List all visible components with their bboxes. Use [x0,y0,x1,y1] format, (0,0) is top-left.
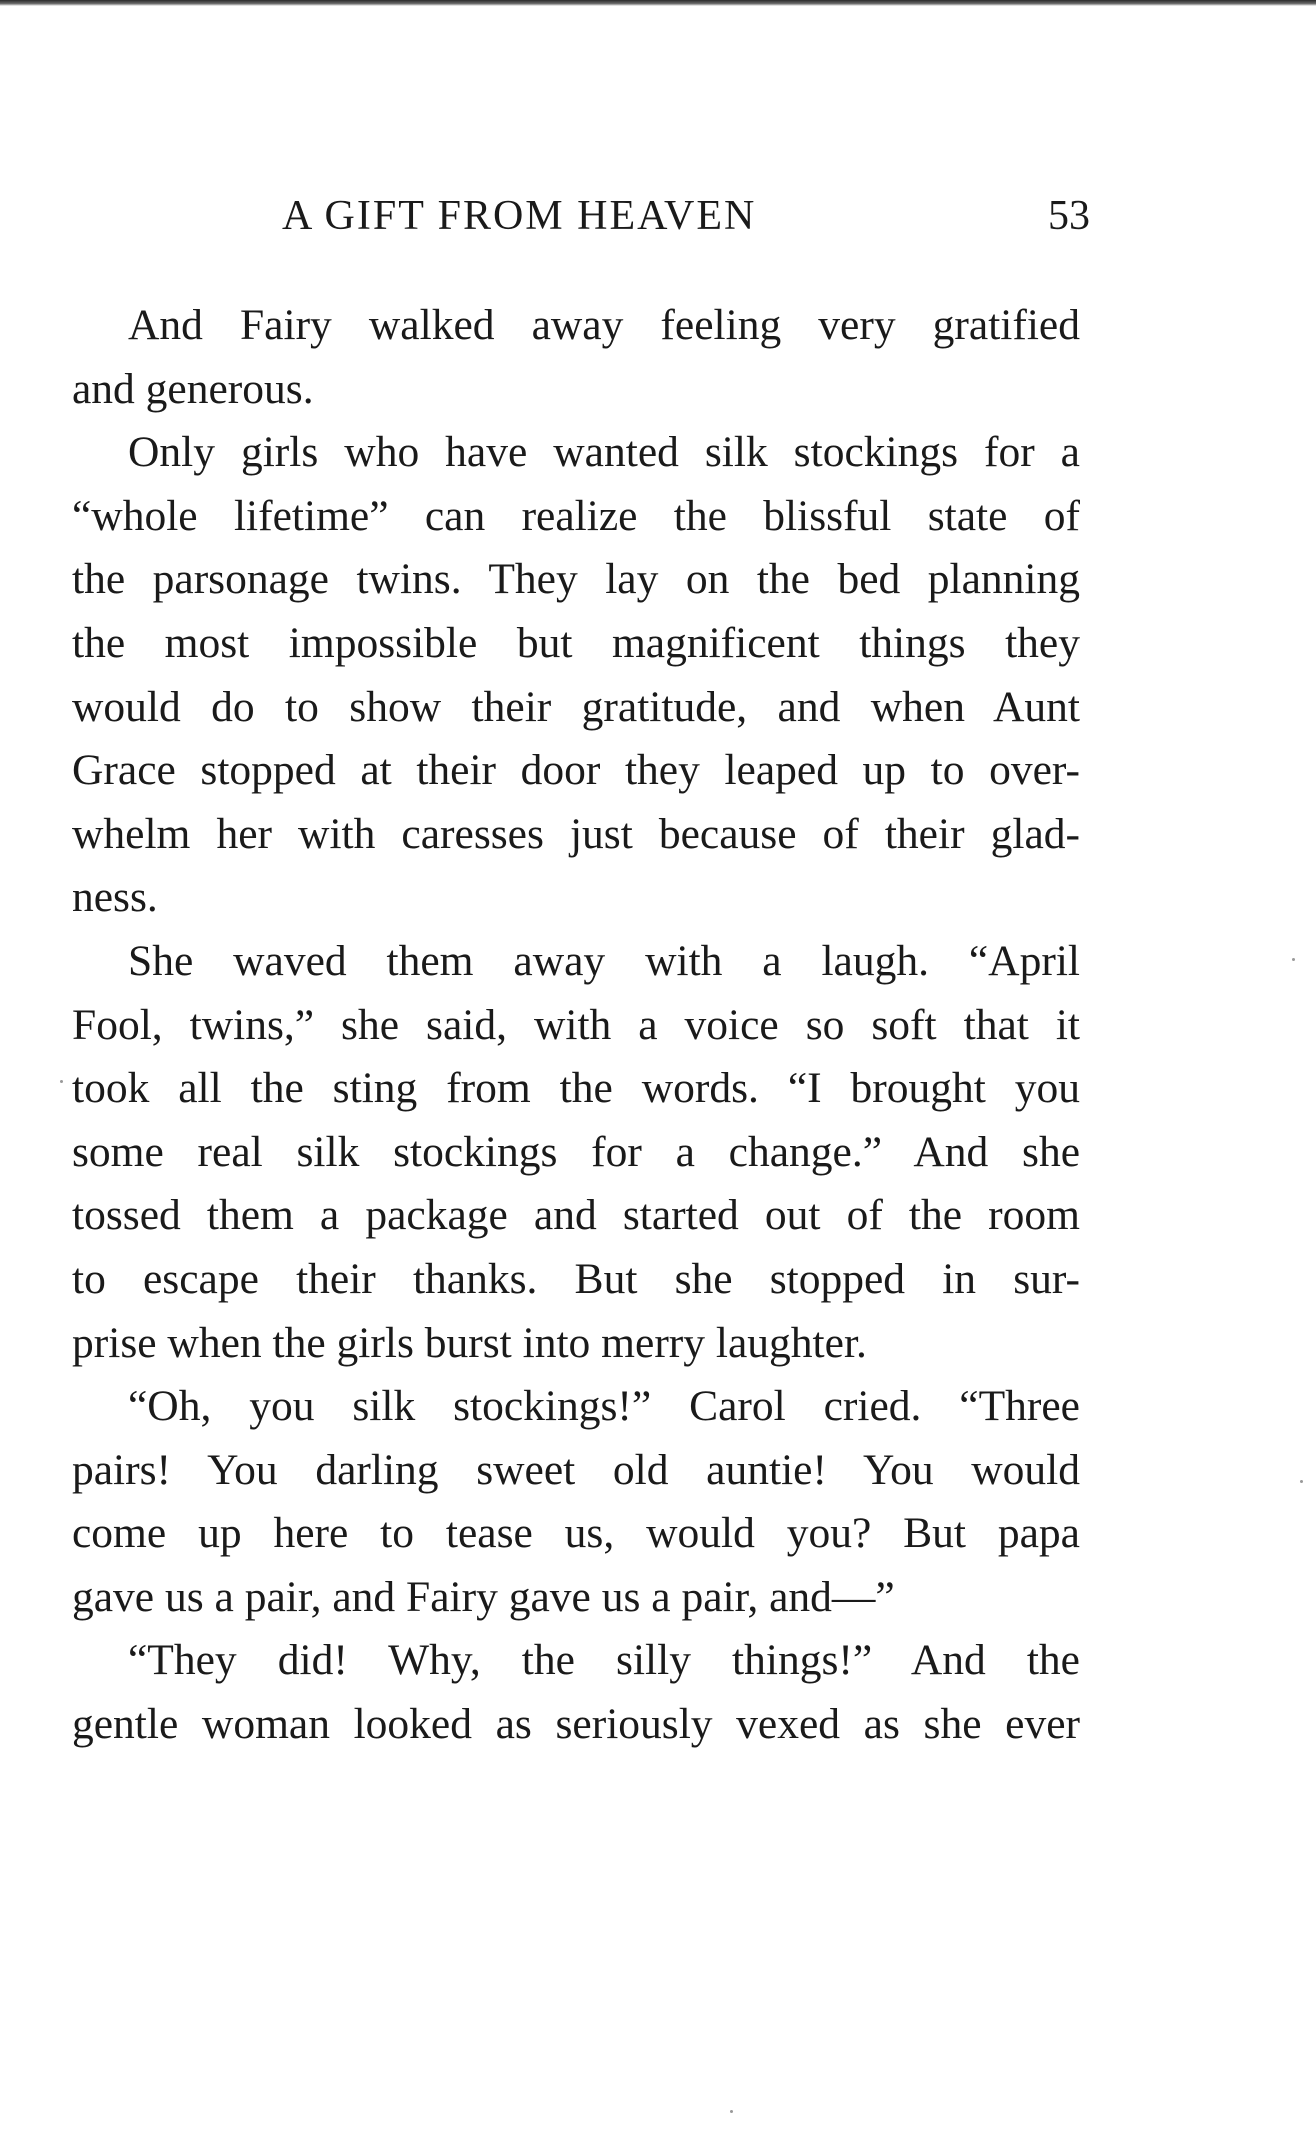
text-line: Only girls who have wanted silk stockings for a [128,428,1080,477]
text-line: to escape their thanks. But she stopped in sur- [72,1254,1080,1303]
text-line: come up here to tease us, would you? But papa [72,1509,1080,1558]
text-line: ness. [72,873,158,922]
top-edge-shadow [0,0,1316,6]
paper-speck [1300,1480,1303,1483]
text-line: gave us a pair, and Fairy gave us a pair, and—” [72,1572,895,1621]
body-text [72,294,1080,1757]
text-line: And Fairy walked away feeling very gratified [128,301,1080,349]
text-line: the most impossible but magnificent things they [72,618,1080,667]
text-line: “They did! Why, the silly things!” And the [128,1636,1080,1685]
text-line: some real silk stockings for a change.” And she [72,1127,1080,1176]
text-line: Fool, twins,” she said, with a voice so soft that it [72,1000,1080,1049]
text-line: tossed them a package and started out of the room [72,1191,1080,1240]
text-line: “Oh, you silk stockings!” Carol cried. “Three [128,1382,1080,1431]
text-line: She waved them away with a laugh. “April [128,936,1080,985]
text-line: took all the sting from the words. “I brought you [72,1064,1080,1113]
text-line: “whole lifetime” can realize the blissful state of [72,491,1080,540]
text-line: pairs! You darling sweet old auntie! You would [72,1445,1080,1494]
text-line: Grace stopped at their door they leaped up to over- [72,746,1080,795]
paper-speck [60,1080,63,1083]
text-line: the parsonage twins. They lay on the bed planning [72,555,1080,604]
running-head [60,186,1090,246]
paper-speck [730,2110,733,2113]
paper-speck [1292,958,1295,961]
page-number: 53 [1048,193,1090,239]
text-line: and generous. [72,364,314,413]
text-line: prise when the girls burst into merry laughter. [72,1318,867,1367]
running-title: A GIFT FROM HEAVEN [282,193,757,239]
text-line: whelm her with caresses just because of their glad- [72,809,1080,858]
text-line: gentle woman looked as seriously vexed as she ever [72,1700,1080,1749]
text-line: would do to show their gratitude, and when Aunt [72,682,1080,731]
